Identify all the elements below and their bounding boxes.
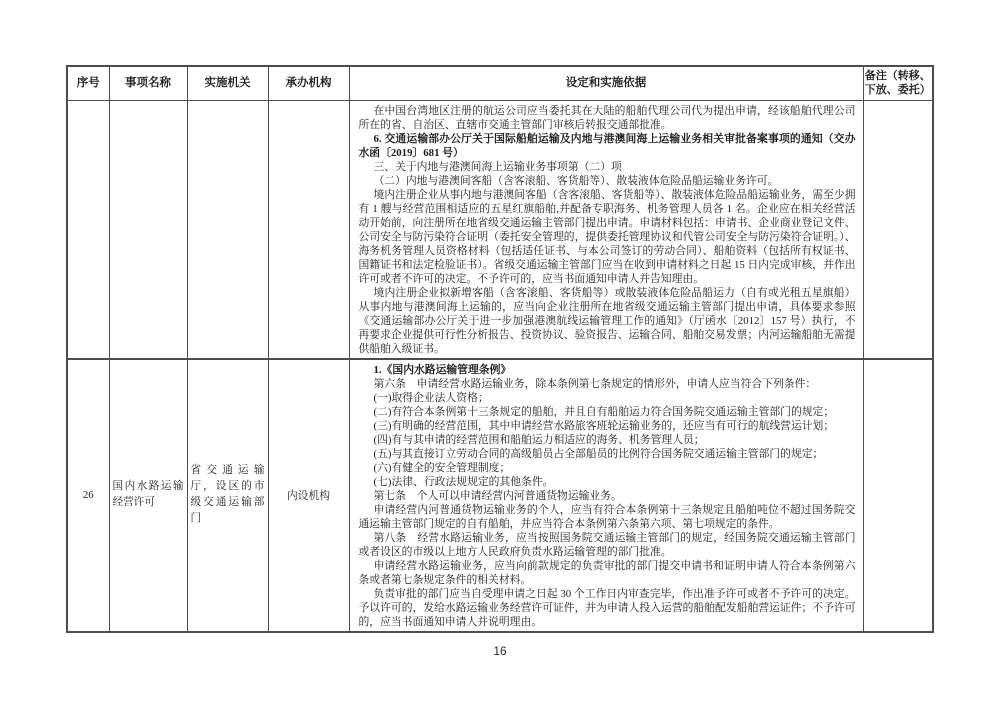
basis-paragraph: 第七条 个人可以申请经营内河普通货物运输业务。 xyxy=(373,489,622,502)
cell-seq: 26 xyxy=(67,359,109,632)
legal-basis-text xyxy=(359,104,856,356)
cell-legal-basis xyxy=(349,100,863,359)
cell-item-name xyxy=(109,100,187,359)
cell-item-name: 国内水路运输经营许可 xyxy=(109,359,187,632)
basis-paragraph: 三、关于内地与港澳间海上运输业务事项第（二）项 xyxy=(373,160,622,173)
basis-paragraph: 境内注册企业从事内地与港澳间客船（含客滚船、客货船等）、散装液体危险品船运输业务，需至少拥有 1 艘与经营范围相适应的五星红旗船舶,并配备专职海务、机务管理人员各 1 名。企业应在相关经营活动开始前，向注册所在地省级交通运输主管部门提出申请。申请材料包括：申请书、企业商业登记文件、公司安全与防污染符合证明（委托安全管理的，提供委托管理协议和代管公司安全与防污染符合证明。）、海务机务管理人员资格材料（包括适任证书、与本公司签订的劳动合同）、船舶资料（包括所有权证书、国籍证书和法定检验证书）。省级交通运输主管部门应当在收到申请材料之日起 15 日内完成审核，并作出许可或者不许可的决定。不予许可的，应当书面通知申请人并告知理由。 xyxy=(358,188,856,285)
basis-paragraph: 负责审批的部门应当自受理申请之日起 30 个工作日内审查完毕，作出准予许可或者不予许可的决定。予以许可的，发给水路运输业务经营许可证件，并为申请人投入运营的船舶配发船舶营运证件；不予许可的，应当书面通知申请人并说明理由。 xyxy=(358,587,856,628)
column-header-remark: 备注（转移、下放、委托） xyxy=(863,66,933,100)
basis-paragraph: (七)法律、行政法规规定的其他条件。 xyxy=(373,475,554,488)
basis-paragraph: 1.《国内水路运输管理条例》 xyxy=(373,363,512,376)
table-row-26 xyxy=(67,359,933,632)
basis-paragraph: (六)有健全的安全管理制度； xyxy=(373,461,511,474)
cell-undertaking-body: 内设机构 xyxy=(268,359,349,632)
column-header-legal-basis: 设定和实施依据 xyxy=(349,66,863,100)
basis-paragraph: 境内注册企业拟新增客船（含客滚船、客货船等）或散装液体危险品船运力（自有或光租五星旗船）从事内地与港澳间海上运输的，应当向企业注册所在地省级交通运输主管部门提出申请，具体要求参照《交通运输部办公厅关于进一步加强港澳航线运输管理工作的通知》（厅函水〔2012〕157 号）执行，不再要求企业提供可行性分析报告、投资协议、验资报告、运输合同、船舶交易发票；内河运输船舶无需提供船舶入级证书。 xyxy=(358,286,856,355)
basis-paragraph: (二)有符合本条例第十三条规定的船舶，并且自有船舶运力符合国务院交通运输主管部门的规定； xyxy=(373,405,835,418)
cell-remark xyxy=(863,359,933,632)
table-header-row xyxy=(67,66,933,100)
cell-seq xyxy=(67,100,109,359)
table-row-continuation xyxy=(67,100,933,359)
basis-paragraph: (四)有与其申请的经营范围和船舶运力相适应的海务、机务管理人员； xyxy=(373,433,705,446)
cell-remark xyxy=(863,100,933,359)
basis-paragraph: 第六条 申请经营水路运输业务，除本条例第七条规定的情形外，申请人应当符合下列条件： xyxy=(373,377,817,390)
column-header-implementing-agency: 实施机关 xyxy=(187,66,268,100)
basis-paragraph: （二）内地与港澳间客船（含客滚船、客货船等）、散装液体危险品船运输业务许可。 xyxy=(373,174,779,187)
legal-basis-text xyxy=(359,363,856,629)
basis-paragraph: 6. 交通运输部办公厅关于国际船舶运输及内地与港澳间海上运输业务相关审批备案事项的通知（交办水函〔2019〕681 号） xyxy=(358,132,856,159)
basis-paragraph: 申请经营内河普通货物运输业务的个人，应当有符合本条例第十三条规定且船舶吨位不超过国务院交通运输主管部门规定的自有船舶，并应当符合本条例第六条第六项、第七项规定的条件。 xyxy=(358,503,856,530)
cell-legal-basis xyxy=(349,359,863,632)
basis-paragraph: (五)与其直接订立劳动合同的高级船员占全部船员的比例符合国务院交通运输主管部门的规定； xyxy=(373,447,824,460)
column-header-item-name: 事项名称 xyxy=(109,66,187,100)
basis-paragraph: 在中国台湾地区注册的航运公司应当委托其在大陆的船舶代理公司代为提出申请，经该船舶代理公司所在的省、自治区、直辖市交通主管部门审核后转报交通部批准。 xyxy=(358,104,856,131)
cell-undertaking-body xyxy=(268,100,349,359)
basis-paragraph: (三)有明确的经营范围，其中申请经营水路旅客班轮运输业务的，还应当有可行的航线营运计划； xyxy=(373,419,835,432)
basis-paragraph: (一)取得企业法人资格； xyxy=(373,391,489,404)
approval-items-table xyxy=(66,65,934,633)
cell-implementing-agency xyxy=(187,100,268,359)
page-number: 16 xyxy=(493,644,507,658)
basis-paragraph: 第八条 经营水路运输业务，应当按照国务院交通运输主管部门的规定，经国务院交通运输主管部门或者设区的市级以上地方人民政府负责水路运输管理的部门批准。 xyxy=(358,531,856,558)
basis-paragraph: 申请经营水路运输业务，应当向前款规定的负责审批的部门提交申请书和证明申请人符合本条例第六条或者第七条规定条件的相关材料。 xyxy=(358,559,856,586)
cell-implementing-agency: 省交通运输厅，设区的市级交通运输部门 xyxy=(187,359,268,632)
column-header-seq: 序号 xyxy=(67,66,109,100)
column-header-undertaking-body: 承办机构 xyxy=(268,66,349,100)
